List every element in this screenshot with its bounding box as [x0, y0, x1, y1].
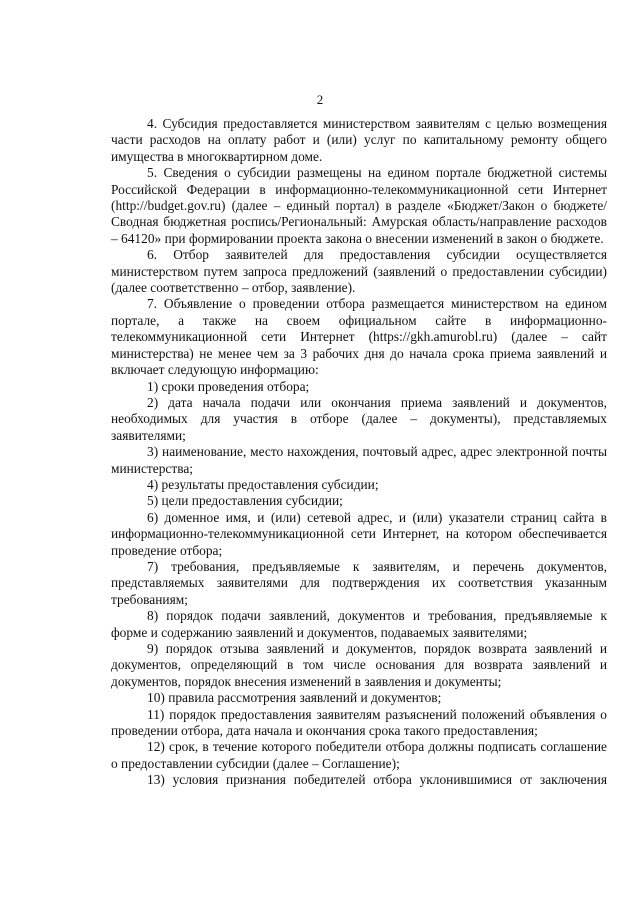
- list-item-4: 4) результаты предоставления субсидии;: [147, 476, 379, 492]
- list-item-2: 2) дата начала подачи или окончания приема заявлений и документов, необходимых для участия в отборе (далее – документы), представляемых заявителями;: [111, 394, 607, 443]
- list-item-13: 13) условия признания победителей отбора уклонившимися от заключения: [147, 772, 607, 788]
- list-item-8: 8) порядок подачи заявлений, документов и требования, предъявляемые к форме и содержанию заявлений и документов, подаваемых заявителями;: [111, 608, 607, 640]
- list-item-6: 6) доменное имя, и (или) сетевой адрес, и (или) указатели страниц сайта в информационно-телекоммуникационной сети Интернет, на котором обеспечивается проведение отбора;: [111, 509, 607, 558]
- paragraph-7: 7. Объявление о проведении отбора размещается министерством на едином портале, а также на своем официальном сайте в информационно-телекоммуникационной сети Интернет (https://gkh.amurobl.ru) (далее – сайт министерства) не менее чем за 3 рабочих дня до начала срока приема заявлений и включает следующую информацию:: [111, 296, 607, 378]
- body-text: [111, 116, 607, 789]
- list-item-1: 1) сроки проведения отбора;: [147, 378, 310, 394]
- list-item-9: 9) порядок отзыва заявлений и документов, порядок возврата заявлений и документов, определяющий в том числе основания для возврата заявлений и документов, порядок внесения изменений в заявления и документы;: [111, 641, 607, 689]
- list-item-5: 5) цели предоставления субсидии;: [147, 493, 343, 509]
- list-item-7: 7) требования, предъявляемые к заявителям, и перечень документов, представляемых заявителями для подтверждения их соответствия указанным требованиям;: [111, 558, 607, 607]
- list-item-3: 3) наименование, место нахождения, почтовый адрес, адрес электронной почты министерства;: [111, 444, 607, 476]
- list-item-11: 11) порядок предоставления заявителям разъяснений положений объявления о проведении отбора, дата начала и окончания срока такого предоставления;: [111, 706, 607, 739]
- paragraph-4: 4. Субсидия предоставляется министерством заявителям с целью возмещения части расходов на оплату работ и (или) услуг по капитальному ремонту общего имущества в многоквартирном доме.: [111, 116, 607, 164]
- paragraph-6: 6. Отбор заявителей для предоставления субсидии осуществляется министерством путем запроса предложений (заявлений о предоставлении субсидии) (далее соответственно – отбор, заявление).: [111, 247, 607, 296]
- list-item-10: 10) правила рассмотрения заявлений и документов;: [147, 690, 442, 706]
- paragraph-5: 5. Сведения о субсидии размещены на едином портале бюджетной системы Российской Федерации в информационно-телекоммуникационной сети Интернет (http://budget.gov.ru) (далее – единый портал) в разделе «Бюджет/Закон о бюджете/Сводная бюджетная роспись/Региональный: Амурская область/направление расходов – 64120» при формировании проекта закона о внесении изменений в закон о бюджете.: [111, 165, 607, 246]
- list-item-12: 12) срок, в течение которого победители отбора должны подписать соглашение о предоставлении субсидии (далее – Соглашение);: [111, 739, 607, 771]
- page-number: 2: [316, 92, 324, 107]
